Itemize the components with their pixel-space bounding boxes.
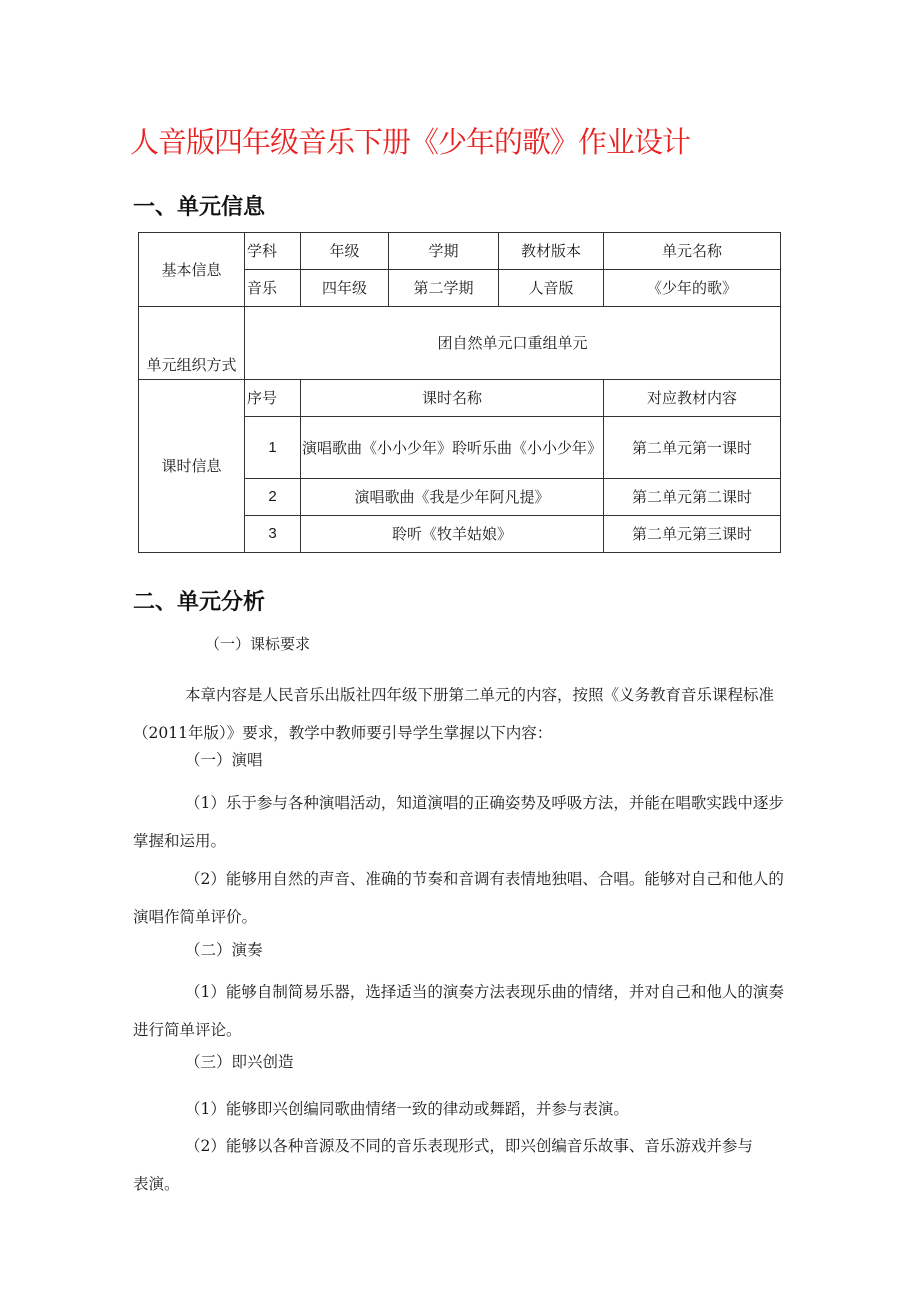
lesson-content: 第二单元第三课时 xyxy=(604,516,781,553)
lesson-name: 演唱歌曲《小小少年》聆听乐曲《小小少年》 xyxy=(301,417,604,479)
singing-heading: （一）演唱 xyxy=(185,751,263,769)
lesson-info-label: 课时信息 xyxy=(139,380,245,553)
lesson-header-cell: 课时名称 xyxy=(301,380,604,417)
lesson-content: 第二单元第一课时 xyxy=(604,417,781,479)
table-value-cell: 人音版 xyxy=(499,270,604,307)
document-title: 人音版四年级音乐下册《少年的歌》作业设计 xyxy=(130,125,691,159)
singing-item-2: （2）能够用自然的声音、准确的节奏和音调有表情地独唱、合唱。能够对自己和他人的演唱作简单评价。 xyxy=(133,870,784,926)
table-value-cell: 第二学期 xyxy=(389,270,499,307)
unit-info-table xyxy=(138,232,781,553)
table-header-cell: 年级 xyxy=(301,233,389,270)
table-header-cell: 学科 xyxy=(245,233,301,270)
table-header-cell: 学期 xyxy=(389,233,499,270)
lesson-header-cell: 序号 xyxy=(245,380,301,417)
table-value-cell: 音乐 xyxy=(245,270,301,307)
creation-item-2: （2）能够以各种音源及不同的音乐表现形式，即兴创编音乐故事、音乐游戏并参与表演。 xyxy=(133,1137,753,1193)
table-header-cell: 单元名称 xyxy=(604,233,781,270)
creation-heading: （三）即兴创造 xyxy=(185,1053,294,1071)
table-value-cell: 《少年的歌》 xyxy=(604,270,781,307)
organization-label: 单元组织方式 xyxy=(139,307,245,380)
table-value-cell: 四年级 xyxy=(301,270,389,307)
organization-value: 团自然单元口重组单元 xyxy=(245,307,781,380)
table-header-cell: 教材版本 xyxy=(499,233,604,270)
basic-info-label: 基本信息 xyxy=(139,233,245,307)
singing-item-1: （1）乐于参与各种演唱活动，知道演唱的正确姿势及呼吸方法，并能在唱歌实践中逐步掌握和运用。 xyxy=(133,794,784,850)
lesson-header-cell: 对应教材内容 xyxy=(604,380,781,417)
lesson-number: 2 xyxy=(245,479,301,516)
playing-item-1: （1）能够自制简易乐器，选择适当的演奏方法表现乐曲的情绪，并对自己和他人的演奏进行简单评论。 xyxy=(133,983,784,1039)
section-heading-unit-info: 一、单元信息 xyxy=(133,195,266,220)
lesson-name: 演唱歌曲《我是少年阿凡提》 xyxy=(301,479,604,516)
section-heading-unit-analysis: 二、单元分析 xyxy=(133,590,266,615)
playing-heading: （二）演奏 xyxy=(185,941,263,959)
lesson-name: 聆听《牧羊姑娘》 xyxy=(301,516,604,553)
curriculum-subheading: （一）课标要求 xyxy=(205,635,311,653)
lesson-number: 1 xyxy=(245,417,301,479)
intro-paragraph: 本章内容是人民音乐出版社四年级下册第二单元的内容，按照《义务教育音乐课程标准（2011年版）》要求，教学中教师要引导学生掌握以下内容： xyxy=(133,686,775,742)
creation-item-1: （1）能够即兴创编同歌曲情绪一致的律动或舞蹈，并参与表演。 xyxy=(185,1100,629,1118)
lesson-content: 第二单元第二课时 xyxy=(604,479,781,516)
lesson-number: 3 xyxy=(245,516,301,553)
